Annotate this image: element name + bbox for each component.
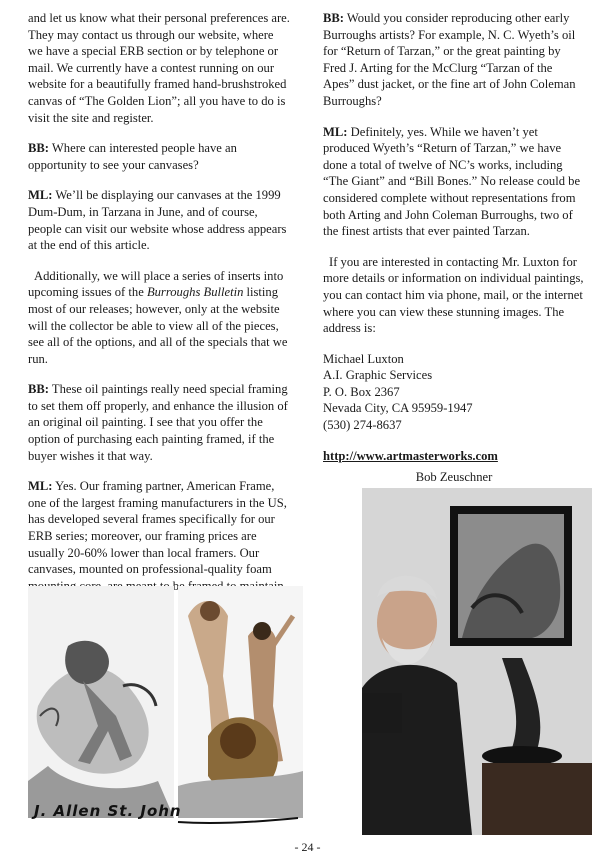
address-line: A.I. Graphic Services (323, 368, 433, 383)
mailing-address (323, 351, 585, 434)
speaker-label: ML: (28, 188, 53, 203)
artwork-tarzan-jane-lion (178, 586, 303, 818)
left-column (28, 10, 290, 625)
speaker-label: ML: (28, 479, 53, 494)
paragraph: BB: These oil paintings really need special framing to set them off properly, and enhance the illusion of an original oil painting. I see that you offer the option of purchasing each painting framed, if the buyer wishes it that way. (28, 382, 288, 463)
address-line: Nevada City, CA 95959-1947 (323, 401, 473, 416)
page-number: - 24 - (294, 840, 321, 854)
photo-michael-luxton (362, 488, 592, 835)
paragraph: ML: Yes. Our framing partner, American Frame, one of the largest framing manufacturers in the US, has developed several frames specifically for our ERB series; moreover, our framing prices are usually 20-60% lower than local framers. Our canvases, mounted on professional-quality foam (28, 479, 287, 577)
paragraph: If you are interested in contacting Mr. Luxton for more details or information on individual paintings, you can contact him via phone, mail, or the internet where you can view these stunning images. The address is: (323, 254, 584, 336)
paragraph: ML: We’ll be displaying our canvases at the 1999 Dum-Dum, in Tarzana in June, and of course, people can visit our website whose address appears at the end of this article. (28, 188, 287, 253)
paragraph: BB: Where can interested people have an opportunity to see your canvases? (28, 141, 237, 172)
artist-signature: J. Allen St. John (28, 800, 303, 830)
address-line: Michael Luxton (323, 351, 404, 366)
paragraph: Additionally, we will place a series of inserts into upcoming issues of the Burroughs Bulletin listing most of our releases; however, only at the website will the collector be able to view all of the pieces, see all of the options, and all of the specials that we run. (28, 268, 288, 366)
speaker-label: BB: (323, 11, 344, 25)
paragraph: and let us know what their personal preferences are. They may contact us through our website, where we have a special ERB section or by telephone or mail. We currently have a contest running on our website for a beautifully framed hand-brushstroked canvas of “The Golden Lion”; all you have to do is visit the site and register. (28, 11, 290, 125)
paragraph: ML: Definitely, yes. While we haven’t yet produced Wyeth’s “Return of Tarzan,” we have done a total of twelve of NC’s works, including “The Giant” and “Bill Bones.” No release could be considered complete without representations from both Arting and John Coleman Burroughs, two of the finest artists that ever painted Tarzan. (323, 124, 581, 239)
artwork-tarzan-vs-lion (28, 586, 174, 818)
speaker-label: ML: (323, 124, 348, 139)
address-line: P. O. Box 2367 (323, 384, 400, 399)
photo-credit: Bob Zeuschner (415, 470, 493, 484)
address-line: (530) 274-8637 (323, 418, 402, 433)
website-link[interactable]: http://www.artmasterworks.com (323, 448, 498, 463)
speaker-label: BB: (28, 141, 49, 156)
right-column (323, 10, 585, 464)
publication-title: Burroughs Bulletin (146, 285, 244, 300)
speaker-label: BB: (28, 382, 49, 397)
paragraph: BB: Would you consider reproducing other early Burroughs artists? For example, N. C. Wyeth’s oil for “Return of Tarzan,” or the great painting by Fred J. Arting for the McClurg “Tarzan of the Apes” dust jacket, or the fine art of John Coleman Burroughs? (323, 11, 576, 108)
